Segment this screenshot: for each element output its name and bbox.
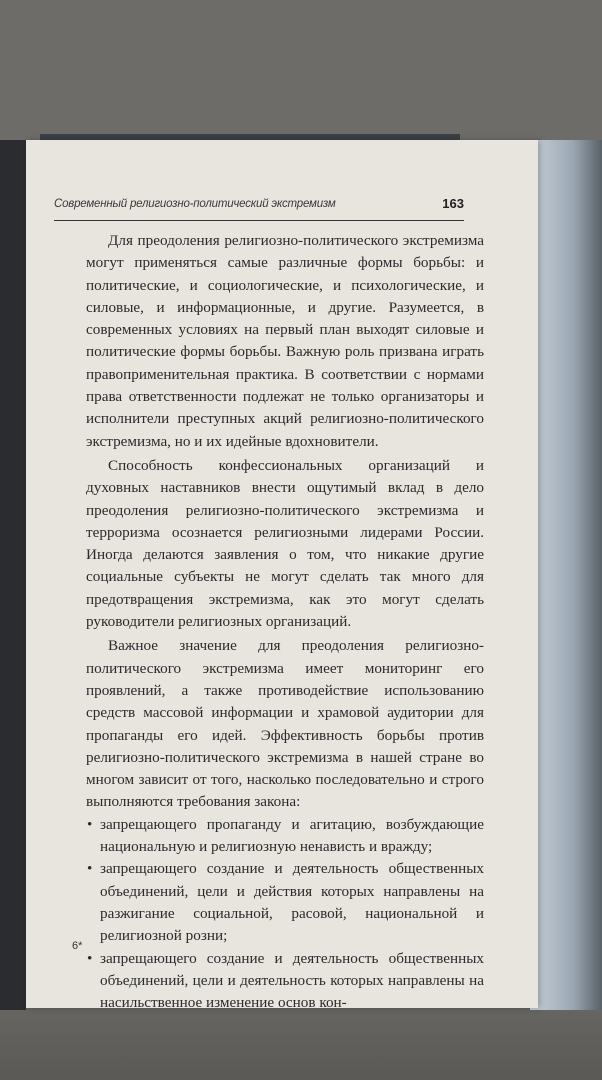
list-item: • запрещающего пропаганду и агитацию, возбуждающие национальную и религиозную ненависть и вражду; bbox=[86, 814, 484, 859]
paragraph-1: Для преодоления религиозно-политического экстремизма могут применяться самые различные формы борьбы: и политические, и социологические, и психологические, и силовые, и информационные, и другие. Разумеется, в современных условиях на первый план выходят силовые и политические формы борьбы. Важную роль призвана играть правоприменительная практика. В соответствии с нормами права ответственности подлежат не только организаторы и исполнители преступных акций религиозно-политического экстремизма, но и их идейные вдохновители. bbox=[86, 232, 484, 450]
book-cover-right bbox=[530, 140, 602, 1010]
list-item: • запрещающего создание и деятельность общественных объединений, цели и действия которых направлены на разжигание социальной, расовой, национальной и религиозной розни; bbox=[86, 858, 484, 947]
signature-mark: 6* bbox=[72, 940, 83, 952]
book-page bbox=[26, 140, 538, 1012]
paragraph-2: Способность конфессиональных организаций и духовных наставников внести ощутимый вклад в дело преодоления религиозно-политического экстремизма и терроризма осознается религиозными лидерами России. Иногда делаются заявления о том, что никакие другие социальные субъекты не могут сделать так много для предотвращения экстремизма, как это могут сделать руководители религиозных организаций. bbox=[86, 456, 484, 631]
body-text bbox=[86, 230, 484, 1014]
requirements-list bbox=[86, 814, 484, 1015]
running-title: Современный религиозно-политический экстремизм bbox=[54, 198, 336, 210]
book-cover-left bbox=[0, 140, 26, 1010]
list-item: • запрещающего создание и деятельность общественных объединений, цели и деятельность которых направлены на насильственное изменение основ кон- bbox=[86, 948, 484, 1015]
paragraph-3: Важное значение для преодоления религиозно-политического экстремизма имеет мониторинг его проявлений, а также противодействие использованию средств массовой информации и храмовой аудитории для пропаганды его идей. Эффективность борьбы против религиозно-политического экстремизма в нашей стране во многом зависит от того, насколько последовательно и строго выполняются требования закона: bbox=[86, 637, 484, 811]
page-number: 163 bbox=[442, 196, 464, 211]
running-header bbox=[54, 196, 464, 221]
